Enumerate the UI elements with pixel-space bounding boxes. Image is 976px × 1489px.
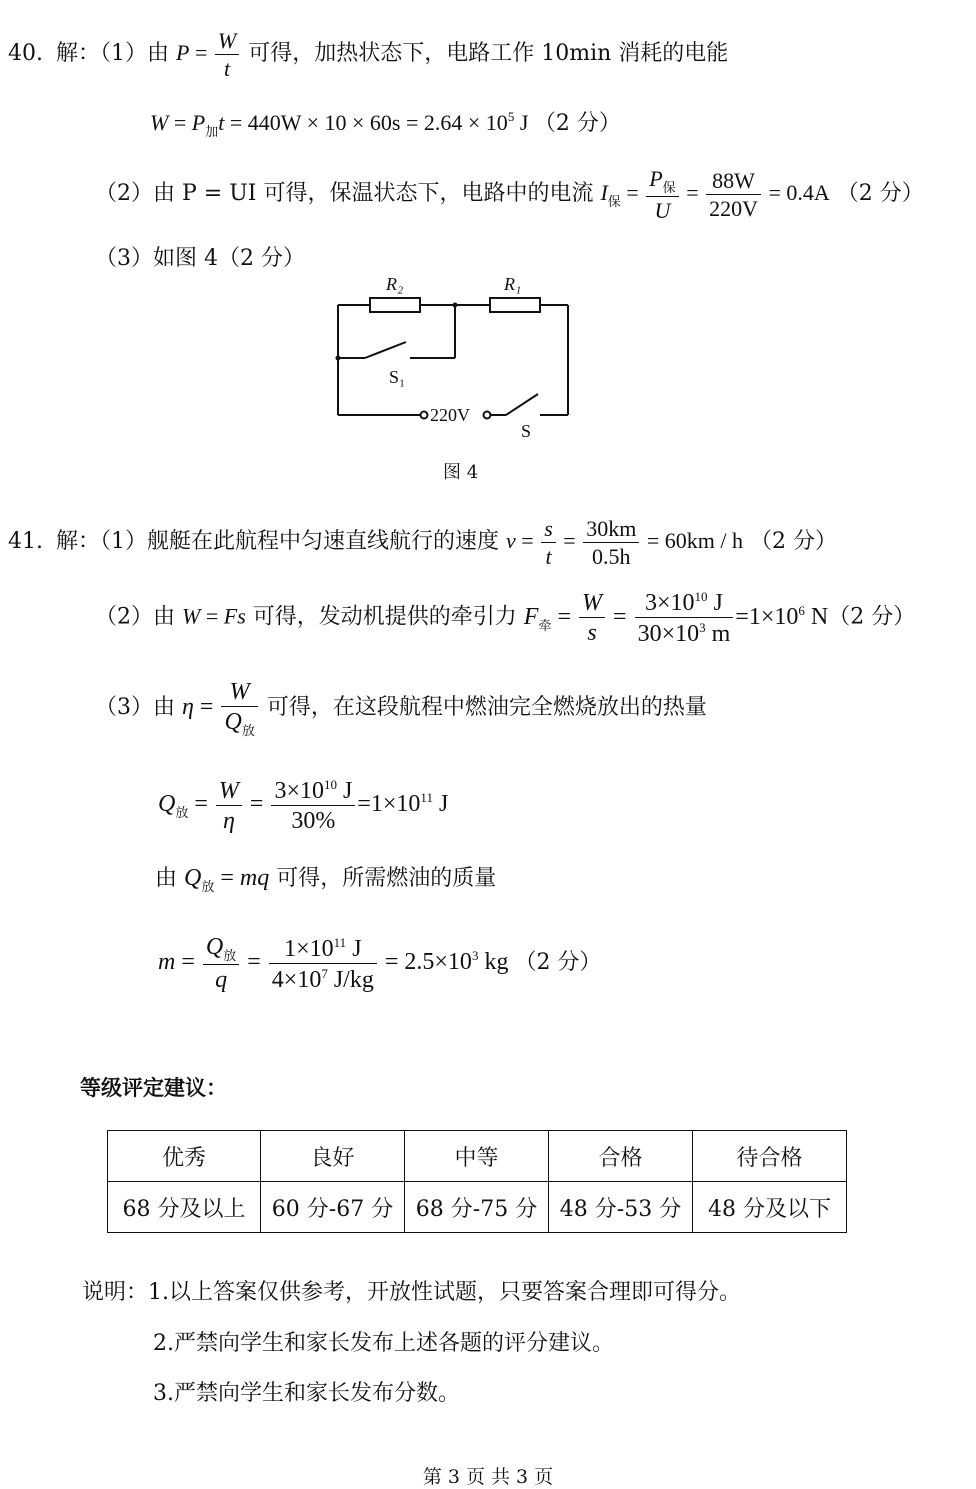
q41-mq-line: 由 $Q_放$ = mq 可得，所需燃油的质量 [155, 865, 497, 894]
resistor-r2 [370, 298, 420, 312]
q40-part1: 40. 解：（1）由 P = $\frac{W}{t}$ 可得，加热状态下，电路工作 10min 消耗的电能 [8, 28, 729, 81]
q40-solve: 解： [56, 41, 101, 67]
score: （2 分） [836, 181, 924, 207]
q41-part2: （2）由 W = Fs 可得，发动机提供的牵引力 $F_牵$ = $\frac{W}{s}$ = $\frac{3\times 10^{10} J}{30\times 10^3 m}$ $=1\times 10^6$ N（2 分） [95, 589, 916, 647]
table-header-cell: 待合格 [693, 1131, 847, 1182]
switch-s [506, 394, 538, 415]
label-s1: S₁ [389, 367, 406, 387]
figure-caption: 图 4 [443, 462, 479, 483]
q40-part3: （3）如图 4（2 分） [95, 246, 305, 271]
note-3: 3.严禁向学生和家长发布分数。 [153, 1381, 460, 1406]
q41-part3: （3）由 η = $\frac{W}{Q_放}$ 可得，在这段航程中燃油完全燃烧放出的热量 [95, 679, 707, 738]
table-header-cell: 优秀 [108, 1131, 261, 1182]
table-cell: 68 分-75 分 [405, 1182, 549, 1233]
table-cell: 68 分及以上 [108, 1182, 261, 1233]
grading-table [107, 1130, 847, 1233]
resistor-r1 [490, 298, 540, 312]
q41-mass-calc: m = $\frac{Q_放}{q}$ = $\frac{1\times 10^{11} J}{4\times 10^7 J/kg}$ = $2.5\times 10^3$ kg （2 分） [158, 934, 602, 993]
q40-number: 40. [8, 41, 43, 67]
page-footer: 第 3 页 共 3 页 [422, 1466, 554, 1488]
note-1: 说明：1.以上答案仅供参考，开放性试题，只要答案合理即可得分。 [82, 1280, 742, 1305]
formula-p-w-over-t: P = $\frac{W}{t}$ [176, 40, 241, 65]
label-voltage: 220V [430, 405, 470, 425]
table-header-cell: 合格 [549, 1131, 693, 1182]
label-r1: R₁ [504, 274, 522, 294]
label-r2: R₂ [386, 274, 404, 294]
table-header-cell: 中等 [405, 1131, 549, 1182]
notes-label: 说明： [82, 1280, 149, 1305]
score: （2 分） [828, 604, 916, 630]
q40-part2: （2）由 P = UI 可得，保温状态下，电路中的电流 $I_保$ = $\frac{P_保}{U}$ = $\frac{88W}{220V}$ = 0.4A （2 分） [95, 166, 924, 223]
score: （2 分） [514, 950, 602, 976]
q41-number: 41. [8, 529, 43, 555]
table-cell: 60 分-67 分 [261, 1182, 405, 1233]
q40-energy-calc: $W = P_加t = 440W \times 10 \times 60s = 2.64 \times 10^5$ J （2 分） [150, 109, 621, 139]
q41-heat-calc: $Q_放$ = $\frac{W}{\eta}$ = $\frac{3\times 10^{10} J}{30\%}$ $=1\times 10^{11}$ J [158, 777, 449, 834]
table-header-row [108, 1131, 847, 1182]
label-s: S [521, 421, 532, 441]
table-cell: 48 分及以下 [693, 1182, 847, 1233]
score: （2 分） [533, 111, 621, 136]
table-header-cell: 良好 [261, 1131, 405, 1182]
table-cell: 48 分-53 分 [549, 1182, 693, 1233]
table-row [108, 1182, 847, 1233]
note-2: 2.严禁向学生和家长发布上述各题的评分建议。 [153, 1331, 614, 1356]
grading-heading: 等级评定建议： [80, 1076, 227, 1100]
score: （2 分） [749, 529, 837, 555]
q41-part1: 41. 解：（1）舰艇在此航程中匀速直线航行的速度 v = $\frac{s}{t}$ = $\frac{30km}{0.5h}$ = 60km / h （2 分） [8, 516, 837, 569]
switch-s1 [365, 342, 406, 358]
